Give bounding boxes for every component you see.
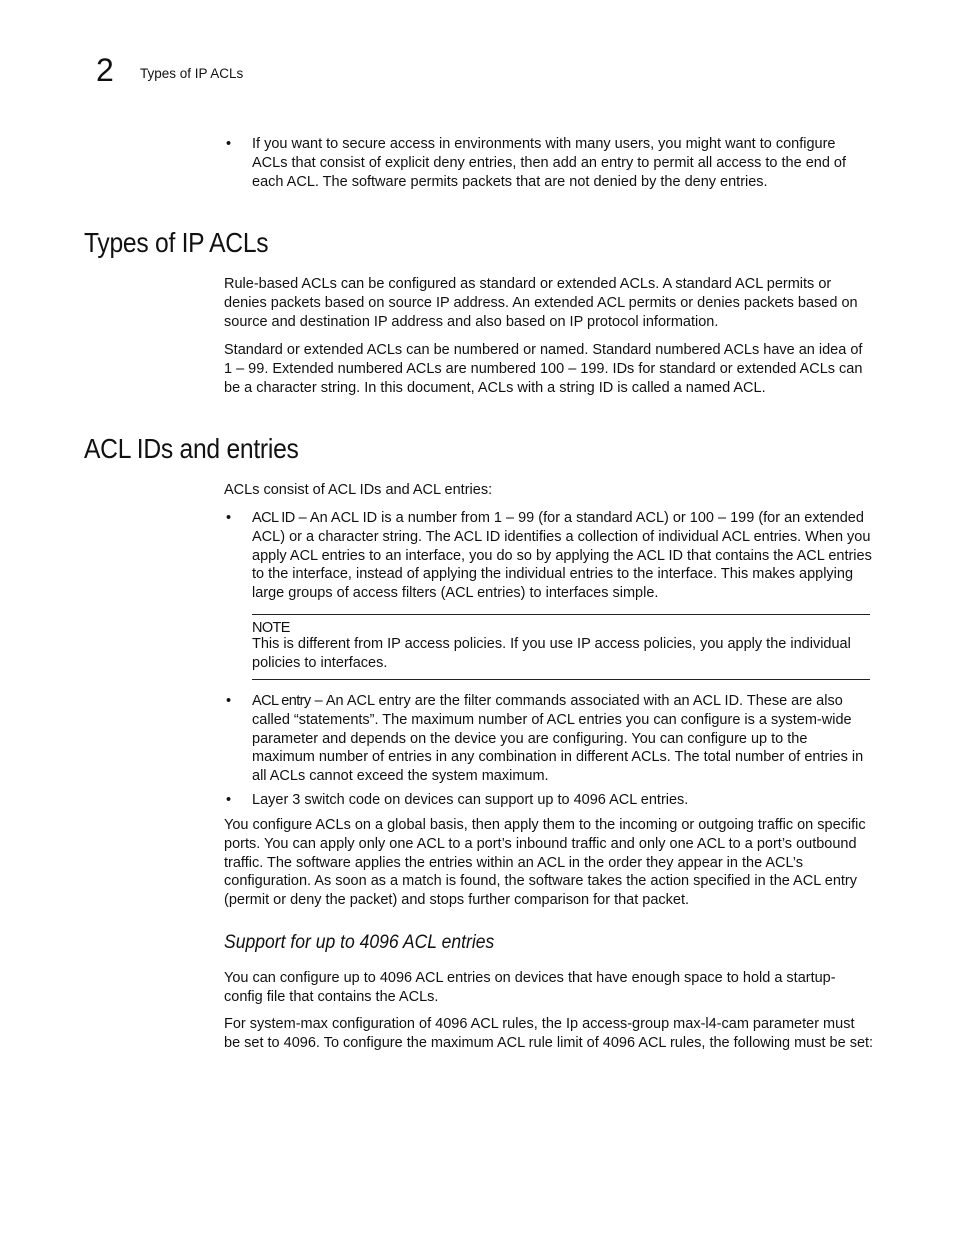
term-acl-entry: ACL entry [252,693,311,709]
bullet-marker: • [226,693,232,709]
intro-bullet-text: If you want to secure access in environments with many users, you might want to configure ACLs that consist of explicit deny entries, then add an entry to permit all access to the end of each ACL. The software permits packets that are not denied by the deny entries. [252,136,847,190]
bullet-marker: • [226,136,232,152]
heading-types-of-ip-acls: Types of IP ACLs [84,227,269,258]
bullet-acl-entry-text: – An ACL entry are the filter commands associated with an ACL ID. These are also called “statements”. The maximum number of ACL entries you can configure is a system-wide parameter and depends on the device you are configuring. You can configure up to the maximum number of entries in any combination in different ACLs. The total number of entries in all ACLs cannot exceed the system maximum. [252,693,864,785]
bullet-acl-id [252,509,874,603]
ids-intro: ACLs consist of ACL IDs and ACL entries: [224,482,493,498]
heading-support-4096: Support for up to 4096 ACL entries [224,931,495,953]
heading-acl-ids-and-entries: ACL IDs and entries [84,433,299,464]
bullet-marker: • [226,792,232,808]
note-label: NOTE [252,620,290,636]
types-paragraph-2: Standard or extended ACLs can be numbered or named. Standard numbered ACLs have an idea of 1 – 99. Extended numbered ACLs are numbered 100 – 199. IDs for standard or extended ACLs can be a character string. In this document, ACLs with a string ID is called a named ACL. [224,342,863,396]
note-text: This is different from IP access policies. If you use IP access policies, you apply the individual policies to interfaces. [252,636,851,671]
running-title: Types of IP ACLs [140,66,244,81]
bullet-acl-id-text: – An ACL ID is a number from 1 – 99 (for a standard ACL) or 100 – 199 (for an extended ACL) or a character string. The ACL ID identifies a collection of individual ACL entries. When you apply ACL entries to an interface, you do so by applying the ACL ID that contains the ACL entries to the interface, instead of applying the individual entries to the interface. This makes applying large groups of access filters (ACL entries) to interfaces simple. [252,510,872,602]
bullet-marker: • [226,510,232,526]
support-paragraph-2: For system-max configuration of 4096 ACL rules, the Ip access-group max-l4-cam parameter must be set to 4096. To configure the maximum ACL rule limit of 4096 ACL rules, the following must be set: [224,1016,874,1051]
note-top-rule [252,614,870,615]
bullet-acl-entry [252,692,874,786]
ids-paragraph: You configure ACLs on a global basis, then apply them to the incoming or outgoing traffic on specific ports. You can apply only one ACL to a port’s inbound traffic and only one ACL to a port’s outbound traffic. The software applies the entries within an ACL in the order they appear in the ACL’s configuration. As soon as a match is found, the software takes the action specified in the ACL entry (permit or deny the packet) and stops further comparison for that packet. [224,817,866,909]
note-bottom-rule [252,679,870,680]
bullet-layer3: Layer 3 switch code on devices can support up to 4096 ACL entries. [252,792,689,808]
types-paragraph-1: Rule-based ACLs can be configured as standard or extended ACLs. A standard ACL permits or denies packets based on source IP address. An extended ACL permits or denies packets based on source and destination IP address and also based on IP protocol information. [224,276,858,330]
support-paragraph-1: You can configure up to 4096 ACL entries on devices that have enough space to hold a startup-config file that contains the ACLs. [224,970,836,1005]
term-acl-id: ACL ID [252,510,295,526]
chapter-number: 2 [96,52,114,88]
